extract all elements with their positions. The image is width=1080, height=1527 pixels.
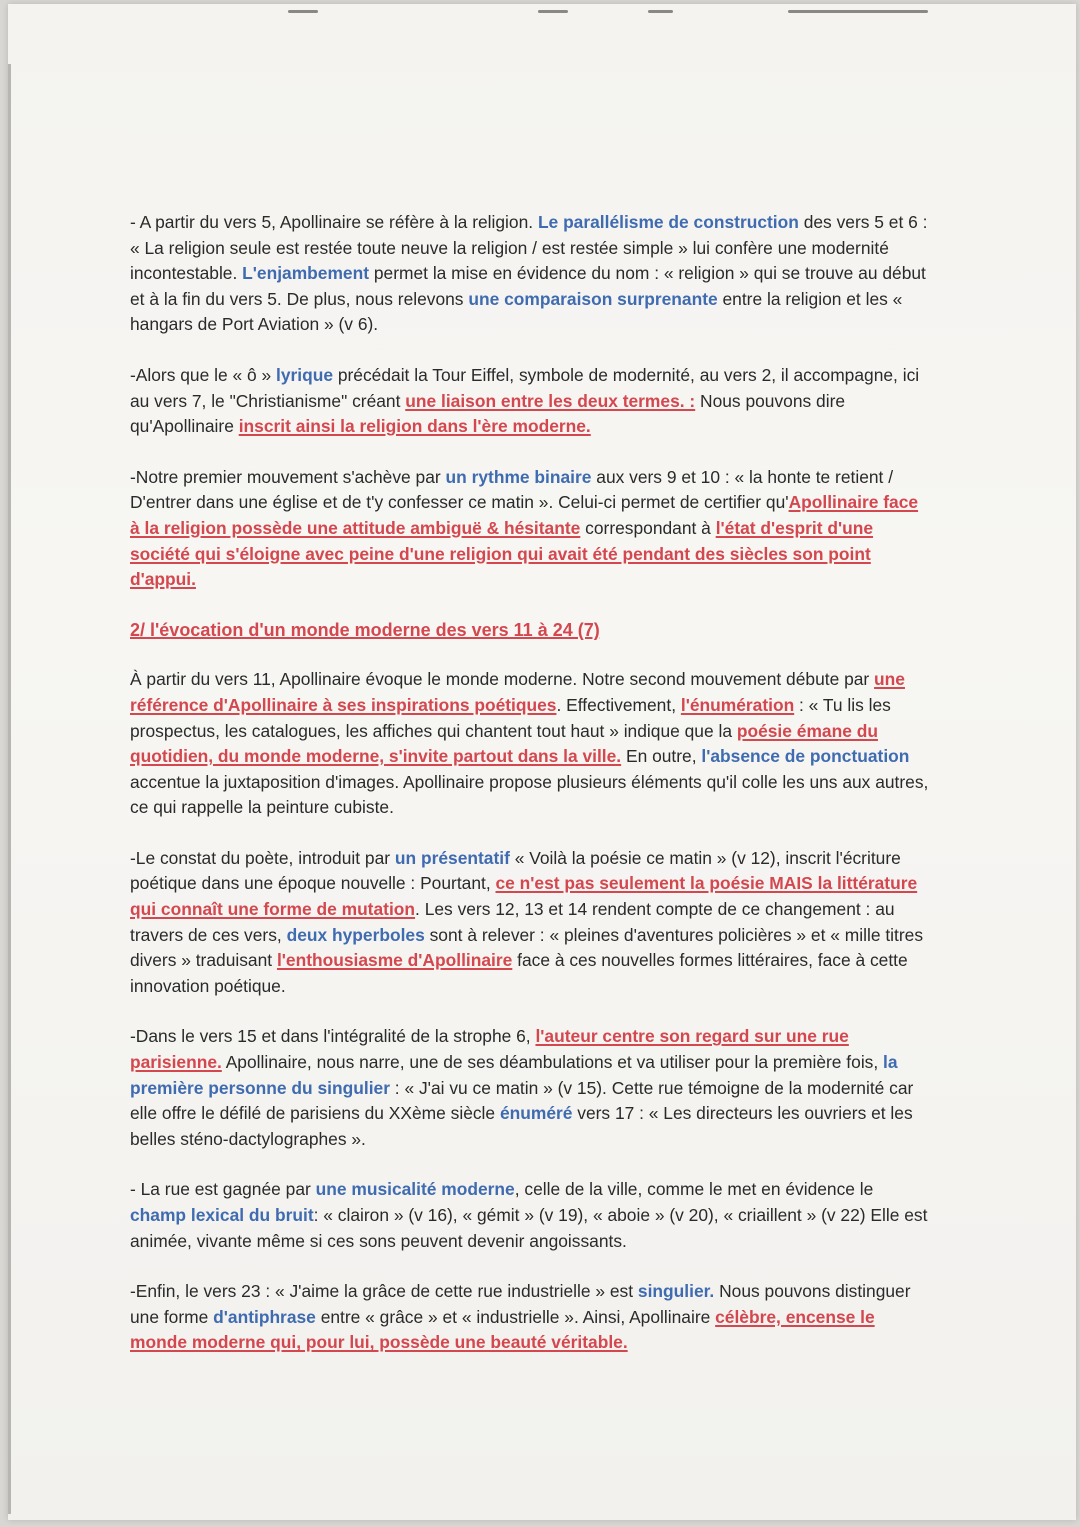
text: aux vers 9 et 10 : « la honte te retient / D'entrer dans une église et de t'y confesser ce matin ». Celui-ci permet de certifier qu' [130,466,894,513]
text: -Enfin, le vers 23 : « J'aime la grâce de cette rue industrielle » est [130,1281,638,1302]
text: entre la religion et les « hangars de Port Aviation » (v 6). [130,288,903,335]
highlight-term: d'antiphrase [213,1306,316,1327]
paragraph-modern-world [130,667,930,821]
underlined-interpretation: poésie émane du quotidien, du monde moderne, s'invite partout dans la ville. [130,720,878,767]
text: accentue la juxtaposition d'images. Apollinaire propose plusieurs éléments qu'il colle les uns aux autres, ce qui rappelle la peinture cubiste. [130,771,929,818]
text: -Le constat du poète, introduit par [130,847,395,868]
text: : « Tu lis les prospectus, les catalogues, les affiches qui chantent tout haut » indique que la [130,694,891,741]
text: . Les vers 12, 13 et 14 rendent compte de ce changement : au travers de ces vers, [130,899,895,945]
text: : « J'ai vu ce matin » (v 15). Cette rue témoigne de la modernité car elle offre le défilé de parisiens du XXème siècle [130,1077,914,1124]
text: face à ces nouvelles formes littéraires, face à cette innovation poétique. [130,950,908,996]
section-title: 2/ l'évocation d'un monde moderne des vers 11 à 24 (7) [130,619,600,640]
top-mark [538,10,568,13]
paragraph-parisian-street [130,1024,930,1152]
paper-edge [8,64,11,1514]
highlight-term: la première personne du singulier [130,1052,898,1098]
underlined-interpretation: l'enthousiasme d'Apollinaire [276,950,513,971]
top-mark [788,10,928,13]
paragraph-antiphrase [130,1279,930,1356]
highlight-term: deux hyperboles [286,924,425,945]
highlight-term: champ lexical du bruit [130,1205,314,1225]
text: précédait la Tour Eiffel, symbole de modernité, au vers 2, il accompagne, ici au vers 7, le "Christianisme" créant [130,364,920,411]
underlined-interpretation: ce n'est pas seulement la poésie MAIS la littérature qui connaît une forme de mutation [130,873,918,920]
text: En outre, [621,746,702,767]
text: vers 17 : « Les directeurs les ouvriers et les belles sténo-dactylographes ». [130,1103,913,1149]
underlined-interpretation: l'état d'esprit d'une société qui s'éloigne avec peine d'une religion qui avait été pendant des siècles son point d'appui. [130,517,874,590]
paragraph-lyric-o [130,363,930,440]
text: sont à relever : « pleines d'aventures policières » et « mille titres divers » traduisant [130,924,924,971]
text: correspondant à [580,517,716,538]
text: entre « grâce » et « industrielle ». Ainsi, Apollinaire [315,1306,716,1327]
paragraph-musicality [130,1177,930,1254]
underlined-interpretation: inscrit ainsi la religion dans l'ère moderne. [238,416,591,437]
text: - A partir du vers 5, Apollinaire se réfère à la religion. [130,212,538,232]
underlined-interpretation: Apollinaire face à la religion possède une attitude ambiguë & hésitante [130,492,919,538]
text: -Alors que le « ô » [130,364,276,385]
highlight-term: une comparaison surprenante [468,288,718,309]
top-mark [288,10,318,13]
text: permet la mise en évidence du nom : « religion » qui se trouve au début et à la fin du vers 5. De plus, nous relevons [130,263,926,309]
underlined-interpretation: célèbre, encense le monde moderne qui, pour lui, possède une beauté véritable. [130,1306,875,1353]
text: Apollinaire, nous narre, une de ses déambulations et va utiliser pour la première fois, [221,1052,884,1073]
top-mark [648,10,673,13]
highlight-term: un présentatif [394,847,510,868]
paragraph-binary-rhythm [130,465,930,593]
paper-sheet [8,4,1076,1520]
text: . Effectivement, [556,694,681,715]
highlight-term: singulier. [637,1281,715,1302]
text: -Notre premier mouvement s'achève par [130,466,446,487]
underlined-interpretation: une référence d'Apollinaire à ses inspirations poétiques [130,669,905,715]
highlight-term: un rythme binaire [445,466,592,487]
text: : « clairon » (v 16), « gémit » (v 19), « aboie » (v 20), « criaillent » (v 22) Elle est animée, vivante même si ces sons peuvent devenir angoissants. [130,1205,928,1251]
highlight-term: énuméré [499,1103,573,1124]
highlight-term: Le parallélisme de construction [537,212,799,232]
document-body [130,210,930,1381]
text: Nous pouvons distinguer une forme [130,1281,911,1327]
highlight-term: L'enjambement [242,263,370,284]
text: « Voilà la poésie ce matin » (v 12), inscrit l'écriture poétique dans une époque nouvelle : Pourtant, [130,847,901,894]
text: -Dans le vers 15 et dans l'intégralité de la strophe 6, [130,1026,536,1047]
text: - La rue est gagnée par [130,1179,316,1200]
underlined-interpretation: une liaison entre les deux termes. : [405,390,696,411]
text: , celle de la ville, comme le met en évidence le [514,1179,874,1200]
text: À partir du vers 11, Apollinaire évoque le monde moderne. Notre second mouvement débute par [130,669,875,690]
text: des vers 5 et 6 : « La religion seule est restée toute neuve la religion / est restée simple » lui confère une modernité incontestable. [130,212,928,284]
paragraph-presentatif [130,846,930,1000]
text: Nous pouvons dire qu'Apollinaire [130,390,846,437]
underlined-interpretation: l'énumération [680,694,795,715]
highlight-term: l'absence de ponctuation [701,746,910,767]
paragraph-religion-parallelism [130,210,930,338]
underlined-interpretation: l'auteur centre son regard sur une rue parisienne. [130,1026,849,1073]
highlight-term: une musicalité moderne [315,1179,515,1200]
highlight-term: lyrique [275,364,334,385]
